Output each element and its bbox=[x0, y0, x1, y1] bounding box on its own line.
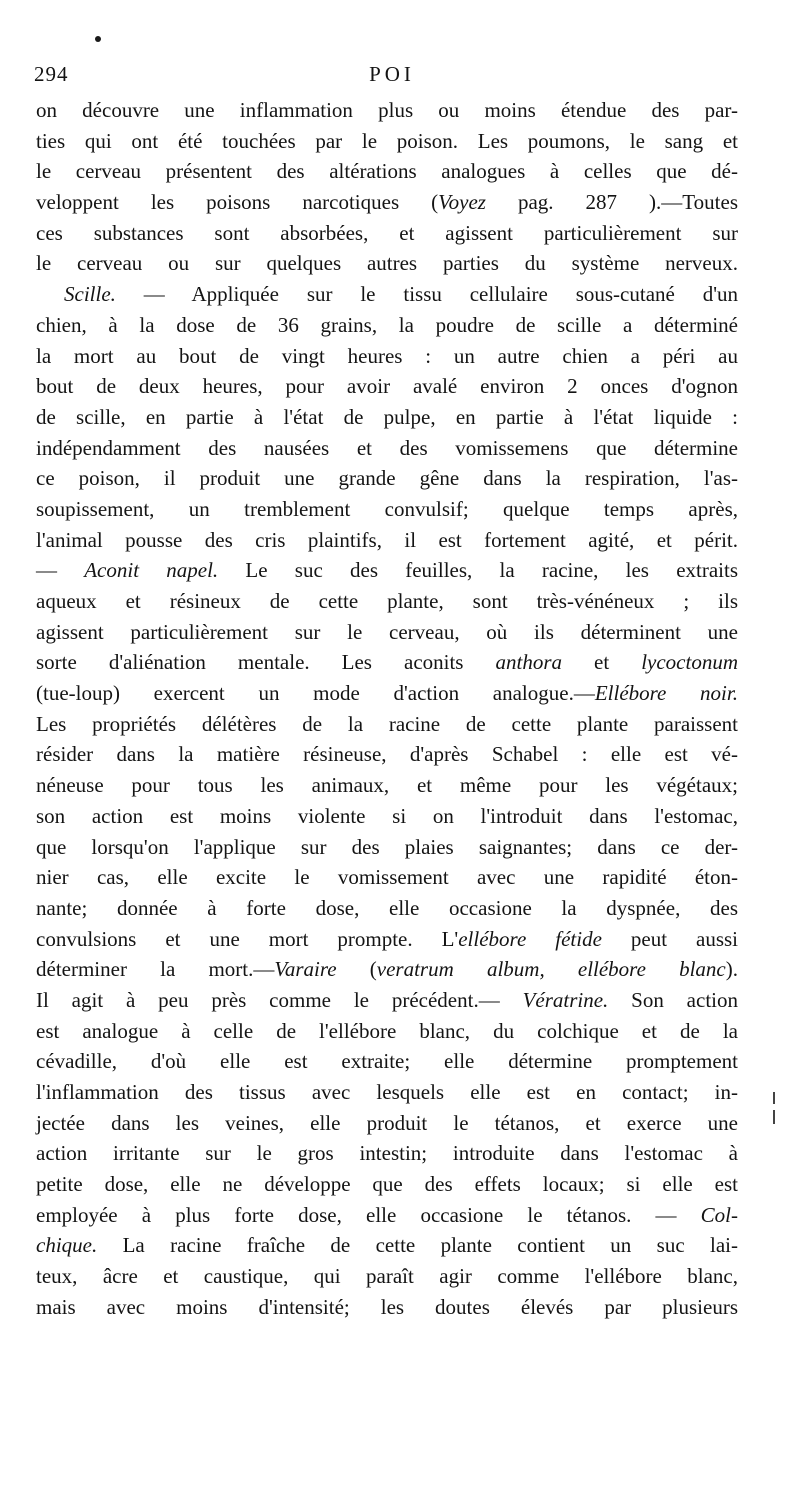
text-segment: mais avec moins d'intensité; les doutes élevés par plusieurs bbox=[36, 1294, 738, 1319]
text-segment: Son action bbox=[608, 987, 738, 1012]
text-line bbox=[36, 954, 738, 985]
text-segment: déterminer la mort.— bbox=[36, 957, 275, 982]
text-segment: son action est moins violente si on l'introduit dans l'estomac, bbox=[36, 803, 738, 828]
text-segment: néneuse pour tous les animaux, et même pour les végétaux; bbox=[36, 773, 738, 798]
text-line bbox=[36, 187, 738, 218]
text-segment: chien, à la dose de 36 grains, la poudre de scille a déterminé bbox=[36, 312, 738, 337]
text-segment: résider dans la matière résineuse, d'après Schabel : elle est vé- bbox=[36, 742, 738, 767]
text-segment: le cerveau ou sur quelques autres parties du système nerveux. bbox=[36, 251, 738, 276]
text-line bbox=[36, 1261, 738, 1292]
text-line bbox=[36, 1016, 738, 1047]
text-line bbox=[36, 341, 738, 372]
text-segment: action irritante sur le gros intestin; introduite dans l'estomac à bbox=[36, 1141, 738, 1166]
text-line bbox=[36, 647, 738, 678]
text-line bbox=[36, 862, 738, 893]
text-line bbox=[36, 1108, 738, 1139]
text-line bbox=[36, 1138, 738, 1169]
italic-segment: Scille. bbox=[64, 282, 116, 307]
italic-segment: Voyez bbox=[438, 190, 486, 215]
italic-segment: anthora bbox=[495, 650, 563, 675]
text-segment: — Appliquée sur le tissu cellulaire sous-cutané d'un bbox=[115, 282, 738, 307]
text-segment: de scille, en partie à l'état de pulpe, en partie à l'état liquide : bbox=[36, 404, 738, 429]
text-line bbox=[36, 463, 738, 494]
text-segment: agissent particulièrement sur le cerveau, où ils déterminent une bbox=[36, 619, 738, 644]
italic-segment: veratrum album, ellébore blanc bbox=[376, 957, 726, 982]
text-segment: soupissement, un tremblement convulsif; quelque temps après, bbox=[36, 496, 738, 521]
italic-segment: lycoctonum bbox=[641, 650, 738, 675]
italic-segment: Col- bbox=[700, 1202, 738, 1227]
text-segment: est analogue à celle de l'ellébore blanc, du colchique et de la bbox=[36, 1018, 738, 1043]
text-line bbox=[36, 1046, 738, 1077]
text-line bbox=[36, 586, 738, 617]
text-segment: nante; donnée à forte dose, elle occasione la dyspnée, des bbox=[36, 895, 738, 920]
text-line bbox=[36, 218, 738, 249]
text-line bbox=[36, 832, 738, 863]
text-segment: l'animal pousse des cris plaintifs, il est fortement agité, et périt. bbox=[36, 527, 738, 552]
text-segment: ( bbox=[336, 957, 377, 982]
text-segment: nier cas, elle excite le vomissement avec une rapidité éton- bbox=[36, 865, 738, 890]
body-text bbox=[36, 95, 738, 1323]
text-segment: cévadille, d'où elle est extraite; elle détermine promptement bbox=[36, 1049, 738, 1074]
text-segment: La racine fraîche de cette plante contient un suc lai- bbox=[97, 1233, 738, 1258]
page-number: 294 bbox=[34, 62, 69, 86]
text-segment: petite dose, elle ne développe que des effets locaux; si elle est bbox=[36, 1172, 738, 1197]
text-line bbox=[36, 1292, 738, 1323]
text-line bbox=[36, 985, 738, 1016]
text-segment: ces substances sont absorbées, et agissent particulièrement sur bbox=[36, 220, 738, 245]
running-head: POI bbox=[369, 62, 415, 86]
italic-segment: Aconit napel. bbox=[84, 558, 219, 583]
text-segment: (tue-loup) exercent un mode d'action analogue.— bbox=[36, 681, 595, 706]
text-line bbox=[36, 126, 738, 157]
italic-segment: chique. bbox=[36, 1233, 98, 1258]
text-segment: teux, âcre et caustique, qui paraît agir comme l'ellébore blanc, bbox=[36, 1264, 738, 1289]
text-line bbox=[36, 95, 738, 126]
text-segment: indépendamment des nausées et des vomissemens que détermine bbox=[36, 435, 738, 460]
text-line bbox=[36, 1169, 738, 1200]
text-line bbox=[36, 310, 738, 341]
text-segment: on découvre une inflammation plus ou moins étendue des par- bbox=[36, 98, 738, 122]
italic-segment: Vératrine. bbox=[522, 987, 609, 1012]
text-line bbox=[36, 248, 738, 279]
text-segment: aqueux et résineux de cette plante, sont très-vénéneux ; ils bbox=[36, 589, 738, 613]
text-segment: ties qui ont été touchées par le poison. Les poumons, le sang et bbox=[36, 128, 738, 153]
italic-segment: ellébore fétide bbox=[458, 926, 602, 951]
text-segment: ce poison, il produit une grande gêne dans la respiration, l'as- bbox=[36, 466, 738, 491]
text-line bbox=[36, 433, 738, 464]
text-line bbox=[36, 801, 738, 832]
text-line bbox=[36, 555, 738, 586]
text-line bbox=[36, 617, 738, 648]
text-line bbox=[36, 494, 738, 525]
page-header bbox=[34, 58, 740, 90]
text-line bbox=[36, 402, 738, 433]
margin-mark bbox=[773, 1092, 775, 1104]
text-segment: sorte d'aliénation mentale. Les aconits bbox=[36, 650, 496, 675]
text-line bbox=[36, 156, 738, 187]
text-segment: veloppent les poisons narcotiques ( bbox=[36, 190, 439, 215]
text-segment: l'inflammation des tissus avec lesquels elle est en contact; in- bbox=[36, 1080, 738, 1104]
text-line bbox=[36, 1230, 738, 1261]
text-segment: — bbox=[36, 558, 85, 583]
text-segment: ). bbox=[725, 957, 738, 982]
italic-segment: Varaire bbox=[274, 957, 337, 982]
text-segment: convulsions et une mort prompte. L' bbox=[36, 926, 459, 951]
text-segment: employée à plus forte dose, elle occasione le tétanos. — bbox=[36, 1202, 701, 1227]
text-line bbox=[36, 893, 738, 924]
text-segment: peut aussi bbox=[601, 926, 739, 951]
text-line bbox=[36, 371, 738, 402]
ink-dot bbox=[95, 36, 101, 42]
text-line bbox=[36, 770, 738, 801]
text-segment: Le suc des feuilles, la racine, les extraits bbox=[218, 558, 739, 583]
margin-mark bbox=[773, 1110, 775, 1124]
text-segment: que lorsqu'on l'applique sur des plaies saignantes; dans ce der- bbox=[36, 834, 738, 859]
text-line bbox=[36, 279, 738, 310]
text-segment: bout de deux heures, pour avoir avalé environ 2 onces d'ognon bbox=[36, 374, 738, 399]
text-line bbox=[36, 1200, 738, 1231]
text-line bbox=[36, 924, 738, 955]
text-line bbox=[36, 678, 738, 709]
text-segment: pag. 287 ).—Toutes bbox=[485, 190, 738, 215]
text-segment: jectée dans les veines, elle produit le tétanos, et exerce une bbox=[36, 1110, 738, 1135]
text-line bbox=[36, 525, 738, 556]
text-segment: et bbox=[562, 650, 642, 675]
text-segment: Les propriétés délétères de la racine de cette plante paraissent bbox=[36, 711, 738, 736]
italic-segment: Ellébore noir. bbox=[594, 681, 738, 706]
text-segment: Il agit à peu près comme le précédent.— bbox=[36, 987, 523, 1012]
text-line bbox=[36, 739, 738, 770]
text-segment: le cerveau présentent des altérations analogues à celles que dé- bbox=[36, 159, 738, 184]
text-line bbox=[36, 1077, 738, 1108]
text-line bbox=[36, 709, 738, 740]
text-segment: la mort au bout de vingt heures : un autre chien a péri au bbox=[36, 343, 738, 368]
